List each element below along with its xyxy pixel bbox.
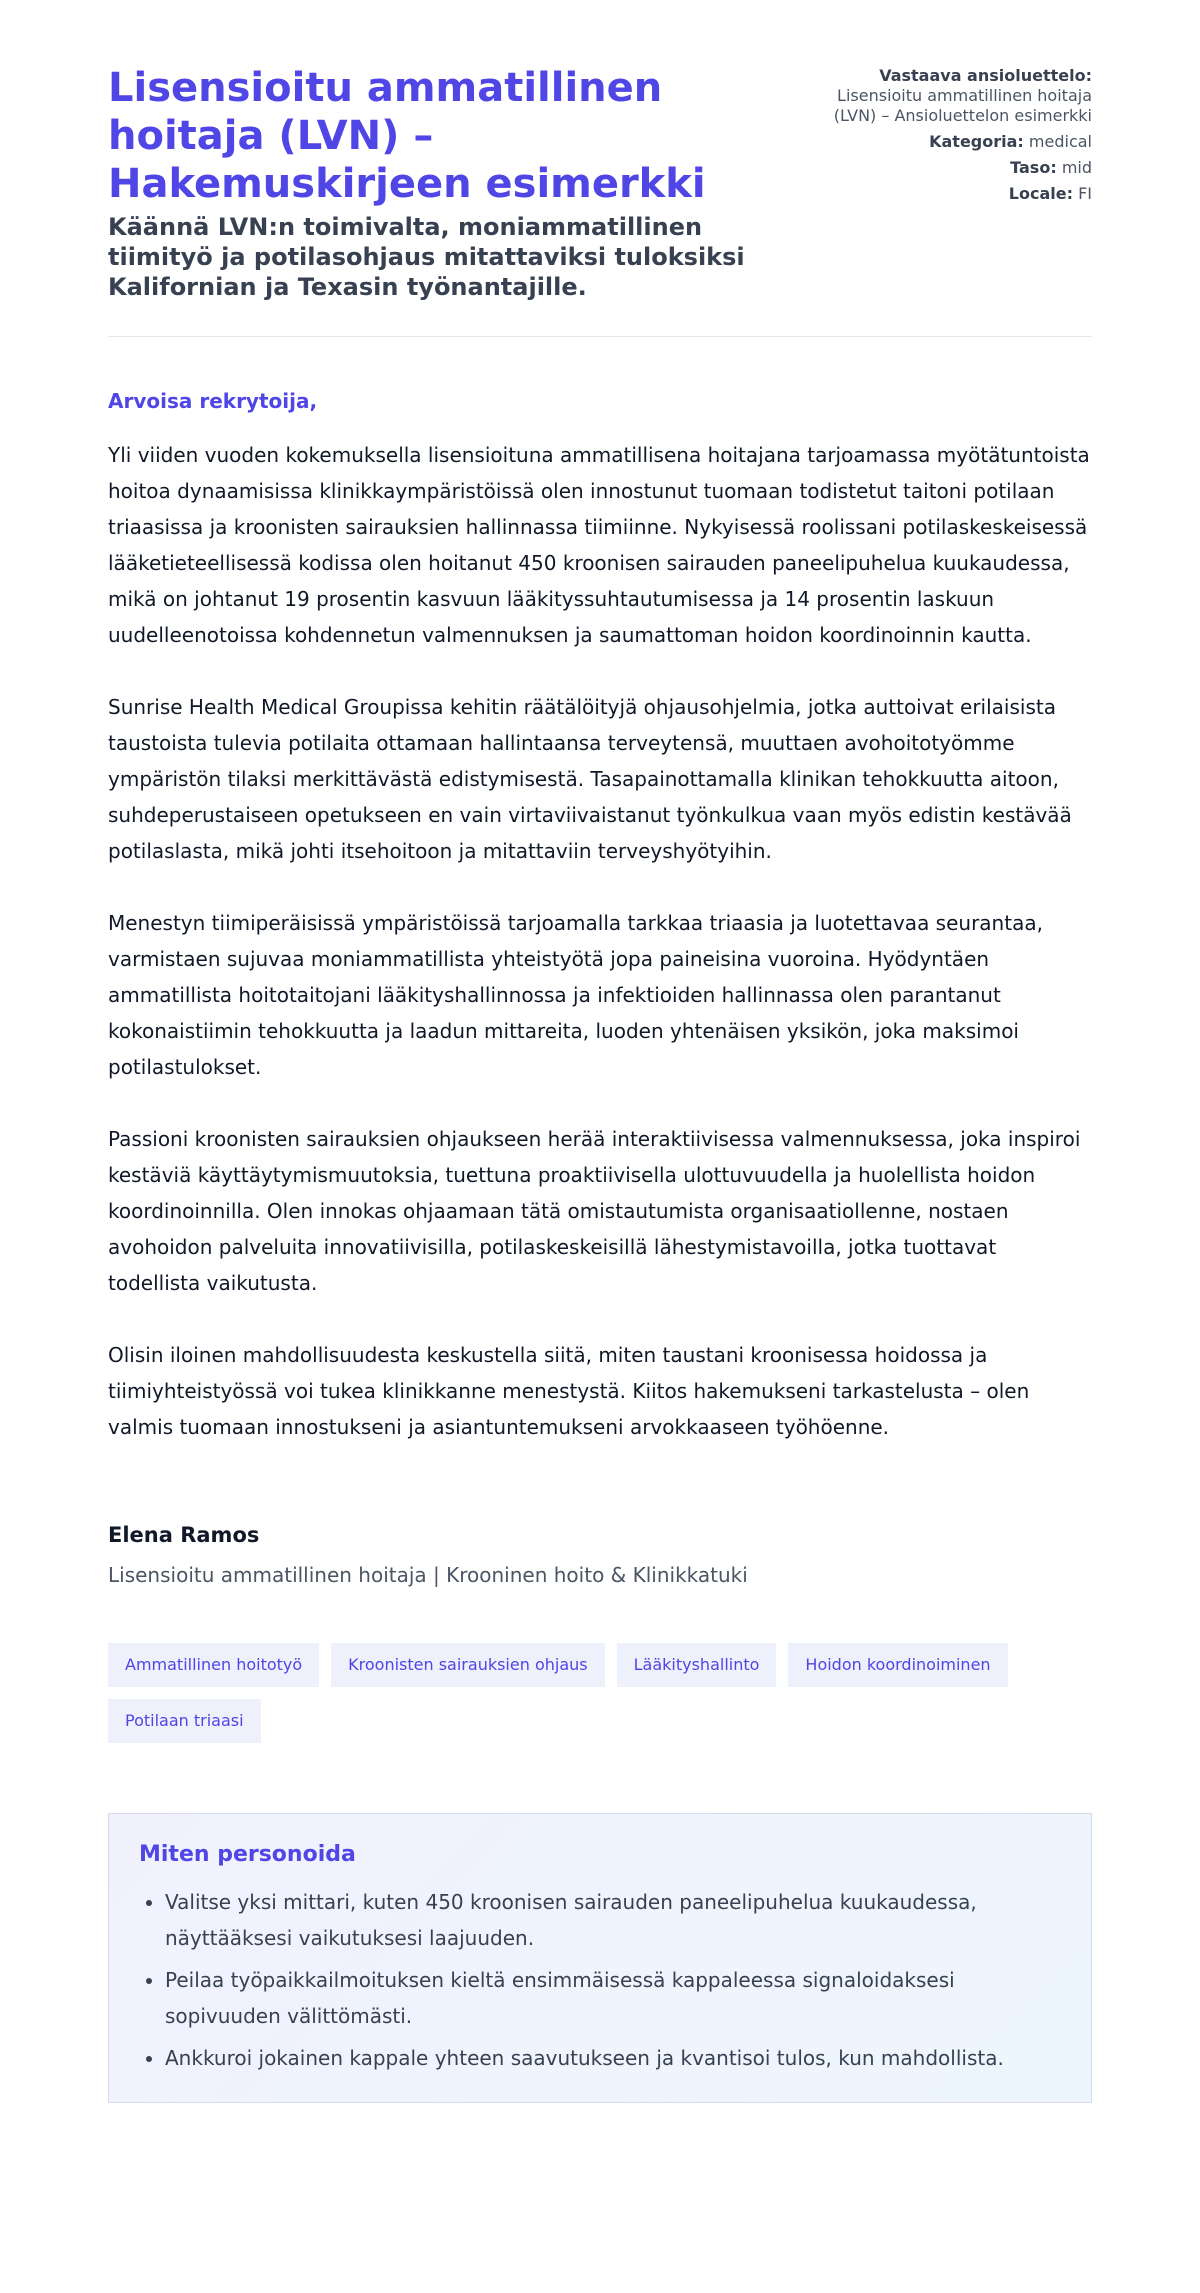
header-title-block [108,64,797,302]
meta-level [797,158,1092,178]
header-divider [108,336,1092,337]
meta-related-link[interactable]: Lisensioitu ammatillinen hoitaja (LVN) – Ansioluettelon esimerkki [833,86,1092,125]
tip-item: • Ankkuroi jokainen kappale yhteen saavutukseen ja kvantisoi tulos, kun mahdollista. [165,2040,1061,2076]
signature-name: Elena Ramos [108,1523,260,1547]
letter-paragraph: Sunrise Health Medical Groupissa kehitin räätälöityjä ohjausohjelmia, jotka auttoivat erilaisista taustoista tulevia potilaita ottamaan hallintaansa terveytensä, muuttaen avohoitotyömme ympäristön tilaksi merkittävästä edistymisestä. Tasapainottamalla klinikan tehokkuutta aitoon, suhdeperustaiseen opetukseen en vain virtaviivaistanut työnkulkua vaan myös edistin kestävää potilaslasta, mikä johti itsehoitoon ja mitattaviin terveyshyötyihin. [108,695,1072,863]
personalization-tips [108,1813,1092,2103]
meta-panel [797,64,1092,210]
skill-tag[interactable]: Lääkityshallinto [617,1643,777,1687]
signature-title: Lisensioitu ammatillinen hoitaja | Krooninen hoito & Klinikkatuki [108,1563,748,1587]
tip-item: • Valitse yksi mittari, kuten 450 kroonisen sairauden paneelipuhelua kuukaudessa, näyttääksesi vaikutuksesi laajuuden. [165,1884,1061,1956]
skill-tag[interactable]: Ammatillinen hoitotyö [108,1643,319,1687]
page-header [108,64,1092,302]
signature-block [108,1521,1092,1589]
meta-locale-label: Locale: [1008,184,1073,203]
tips-heading: Miten personoida [139,1842,356,1867]
skill-tags [108,1643,1092,1743]
tip-item: • Peilaa työpaikkailmoituksen kieltä ensimmäisessä kappaleessa signaloidaksesi sopivuuden välittömästi. [165,1962,1061,2034]
tips-list [139,1884,1061,2076]
skill-tag[interactable]: Potilaan triaasi [108,1699,261,1743]
letter-body [108,437,1092,1445]
letter-paragraph: Menestyn tiimiperäisissä ympäristöissä tarjoamalla tarkkaa triaasia ja luotettavaa seurantaa, varmistaen sujuvaa moniammatillista yhteistyötä jopa paineisina vuoroina. Hyödyntäen ammatillista hoitotaitojani lääkityshallinnossa ja infektioiden hallinnassa olen parantanut kokonaistiimin tehokkuutta ja laadun mittareita, luoden yhtenäisen yksikön, joka maksimoi potilastulokset. [108,911,1043,1079]
meta-category-value: medical [1028,132,1092,151]
meta-category-label: Kategoria: [929,132,1024,151]
letter-paragraph: Yli viiden vuoden kokemuksella lisensioituna ammatillisena hoitajana tarjoamassa myötätuntoista hoitoa dynaamisissa klinikkaympäristöissä olen innostunut tuomaan todistetut taitoni potilaan triaasissa ja kroonisten sairauksien hallinnassa tiimiinne. Nykyisessä roolissani potilaskeskeisessä lääketieteellisessä kodissa olen hoitanut 450 kroonisen sairauden paneelipuhelua kuukaudessa, mikä on johtanut 19 prosentin kasvuun lääkityssuhtautumisessa ja 14 prosentin laskuun uudelleenotoissa kohdennetun valmennuksen ja saumattoman hoidon koordinoinnin kautta. [108,443,1090,647]
page-title: Lisensioitu ammatillinen hoitaja (LVN) – Hakemuskirjeen esimerkki [108,65,706,207]
skill-tag[interactable]: Hoidon koordinoiminen [788,1643,1007,1687]
meta-related-label: Vastaava ansioluettelo: [879,66,1092,85]
letter-paragraph: Olisin iloinen mahdollisuudesta keskustella siitä, miten taustani kroonisessa hoidossa ja tiimiyhteistyössä voi tukea klinikkanne menestystä. Kiitos hakemukseni tarkastelusta – olen valmis tuomaan innostukseni ja asiantuntemukseni arvokkaaseen työhöenne. [108,1343,1030,1439]
meta-category [797,132,1092,152]
page-subtitle: Käännä LVN:n toimivalta, moniammatillinen tiimityö ja potilasohjaus mitattaviksi tuloksiksi Kalifornian ja Texasin työnantajille. [108,213,745,301]
meta-locale [797,184,1092,204]
letter-greeting: Arvoisa rekrytoija, [108,389,318,413]
meta-level-label: Taso: [1010,158,1057,177]
skill-tag[interactable]: Kroonisten sairauksien ohjaus [331,1643,604,1687]
meta-related-resume [797,66,1092,126]
meta-locale-value: FI [1078,184,1092,203]
letter-paragraph: Passioni kroonisten sairauksien ohjaukseen herää interaktiivisessa valmennuksessa, joka inspiroi kestäviä käyttäytymismuutoksia, tuettuna proaktiivisella ulottuvuudella ja huolellista hoidon koordinoinnilla. Olen innokas ohjaamaan tätä omistautumista organisaatiollenne, nostaen avohoidon palveluita innovatiivisilla, potilaskeskeisillä lähestymistavoilla, jotka tuottavat todellista vaikutusta. [108,1127,1081,1295]
meta-level-value: mid [1061,158,1092,177]
